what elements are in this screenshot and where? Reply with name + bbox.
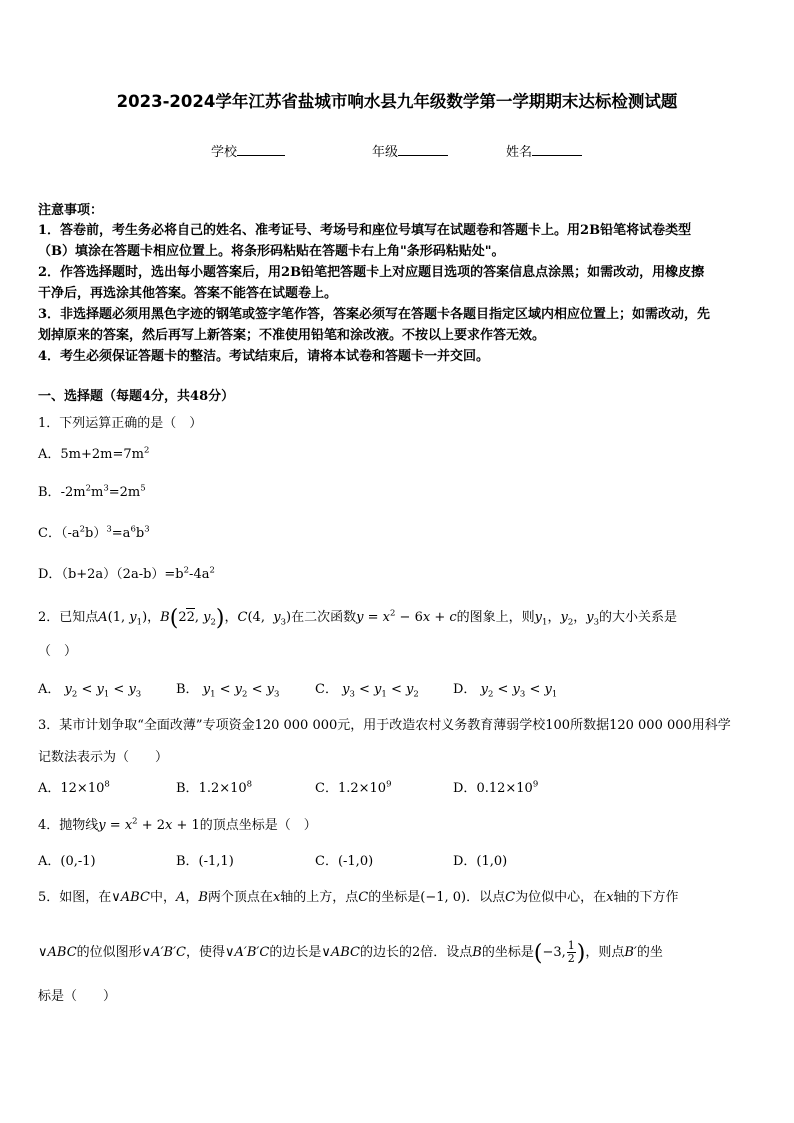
q5-text: ．以点 (466, 890, 506, 905)
option-label: A． (38, 447, 61, 462)
q5-text: ，使得 (185, 945, 225, 960)
q5-text: ， (185, 890, 199, 905)
q5-text: 两个顶点在 (207, 890, 273, 905)
q3-option-d[interactable]: D．$0.12\times 10^9$ (453, 779, 539, 796)
q5-text: 的坐标是 (368, 890, 421, 905)
q1-stem: 1．下列运算正确的是（ ） (38, 416, 203, 431)
q5-text: 中， (149, 890, 176, 905)
school-blank[interactable] (237, 142, 285, 156)
name-blank[interactable] (532, 142, 582, 156)
q3-stem-line-2: 记数法表示为（ ） (38, 750, 169, 765)
name-label: 姓名 (506, 145, 533, 160)
q4-option-c[interactable]: C．(-1,0) (315, 854, 374, 869)
option-label: D． (38, 567, 62, 582)
q2-paren: （ ） (38, 644, 78, 659)
q4-text: 4．抛物线 (38, 818, 99, 833)
q5-text: 轴的下方作 (613, 890, 679, 905)
q5-text: ，则点 (585, 945, 625, 960)
grade-blank[interactable] (398, 142, 448, 156)
q1-option-d[interactable]: D．$(b+2a)(2a-b)=b^2-4a^2$ (38, 565, 215, 582)
q3-stem-line-1: 3．某市计划争取“全面改薄”专项资金120 000 000元，用于改造农村义务教育薄弱学校100所数据120 000 000用科学 (38, 718, 731, 733)
q1-option-a[interactable]: A．$5m+2m=7m^2$ (38, 445, 150, 462)
q4-stem: 4．抛物线$y = x^2 + 2x + 1$的顶点坐标是（ ） (38, 816, 317, 833)
option-label: C． (315, 781, 338, 796)
exam-title: 2023-2024学年江苏省盐城市响水县九年级数学第一学期期末达标检测试题 (116, 92, 678, 111)
option-label: A． (38, 781, 61, 796)
q2-stem: 2．已知点A(1, $y_1$)，B(22, $y_2$)，C(4, $y_3$)在二次函数$y = x^2 - 6x + c$的图象上，则$y_1$，$y_2$，$y_3$的大小关系是 (38, 606, 678, 631)
q2-option-a[interactable]: A． $y_2 < y_1 < y_3$ (38, 682, 142, 700)
note-line-5: 3．非选择题必须用黑色字迹的钢笔或签字笔作答，答案必须写在答题卡各题目指定区域内相应位置上；如需改动，先 (38, 307, 711, 322)
q5-stem-line-1: 5．如图，在∨ABC中，A，B两个顶点在x轴的上方，点C的坐标是(−1, 0)．以点C为位似中心，在x轴的下方作 (38, 890, 679, 905)
note-line-6: 划掉原来的答案，然后再写上新答案；不准使用铅笔和涂改液。不按以上要求作答无效。 (38, 328, 546, 343)
q5-stem-line-2: ∨ABC的位似图形∨A′B′C，使得∨A′B′C的边长是∨ABC的边长的2倍．设点B的坐标是(−3, $\frac{1}{2}$ )，则点B′的坐 (38, 939, 663, 966)
q2-text: 的图象上，则 (456, 610, 535, 625)
grade-label: 年级 (372, 145, 399, 160)
q2-option-b[interactable]: B． $y_1 < y_2 < y_3$ (176, 682, 280, 700)
q3-option-b[interactable]: B．$1.2\times 10^8$ (176, 779, 253, 796)
q2-option-d[interactable]: D． $y_2 < y_3 < y_1$ (453, 682, 558, 700)
section-heading: 一、选择题（每题4分，共48分） (38, 389, 235, 404)
q4-option-b[interactable]: B．(-1,1) (176, 854, 234, 869)
q4-text: 的顶点坐标是（ ） (199, 818, 317, 833)
q5-text: 的坐 (636, 945, 663, 960)
name-field[interactable] (506, 141, 582, 160)
note-line-1: 1．答卷前，考生务必将自己的姓名、准考证号、考场号和座位号填写在试题卷和答题卡上。用2B铅笔将试卷类型 (38, 223, 692, 238)
student-info-row (0, 141, 794, 161)
grade-field[interactable] (372, 141, 448, 160)
notes-heading: 注意事项： (38, 203, 104, 218)
q5-text: 的位似图形 (76, 945, 142, 960)
q4-option-d[interactable]: D．(1,0) (453, 854, 508, 869)
q2-text: 的大小关系是 (599, 610, 678, 625)
note-line-4: 干净后，再选涂其他答案。答案不能答在试题卷上。 (38, 286, 338, 301)
option-label: B． (38, 485, 61, 500)
option-label: B． (176, 781, 199, 796)
option-label: A． (38, 682, 61, 697)
note-line-3: 2．作答选择题时，选出每小题答案后，用2B铅笔把答题卡上对应题目选项的答案信息点涂黑；如需改动，用橡皮擦 (38, 265, 705, 280)
q3-option-c[interactable]: C．$1.2\times 10^9$ (315, 779, 392, 796)
q1-option-c[interactable]: C．$(-a^2b)^3=a^6b^3$ (38, 524, 150, 541)
q5-text: 5．如图，在 (38, 890, 112, 905)
q4-option-a[interactable]: A．(0,-1) (38, 854, 96, 869)
note-line-2: （B）填涂在答题卡相应位置上。将条形码粘贴在答题卡右上角"条形码粘贴处"。 (38, 244, 505, 259)
note-line-7: 4．考生必须保证答题卡的整洁。考试结束后，请将本试卷和答题卡一并交回。 (38, 349, 490, 364)
q5-text: 的坐标是 (481, 945, 534, 960)
school-field[interactable] (211, 141, 285, 160)
option-label: D． (453, 781, 477, 796)
q2-text: 在二次函数 (291, 610, 357, 625)
q5-text: 轴的上方，点 (280, 890, 359, 905)
q3-option-a[interactable]: A．$12\times 10^8$ (38, 779, 110, 796)
school-label: 学校 (211, 145, 238, 160)
q5-text: 的边长是 (269, 945, 322, 960)
option-label: C． (315, 682, 338, 697)
q5-text: 的边长的2倍．设点 (359, 945, 473, 960)
option-label: B． (176, 682, 199, 697)
q2-option-c[interactable]: C． $y_3 < y_1 < y_2$ (315, 682, 419, 700)
q5-text: 为位似中心，在 (515, 890, 607, 905)
q2-text: 2．已知点 (38, 610, 99, 625)
q5-stem-line-3: 标是（ ） (38, 989, 117, 1004)
q1-option-b[interactable]: B．$-2m^2m^3=2m^5$ (38, 483, 146, 500)
option-label: C． (38, 526, 61, 541)
option-label: D． (453, 682, 477, 697)
